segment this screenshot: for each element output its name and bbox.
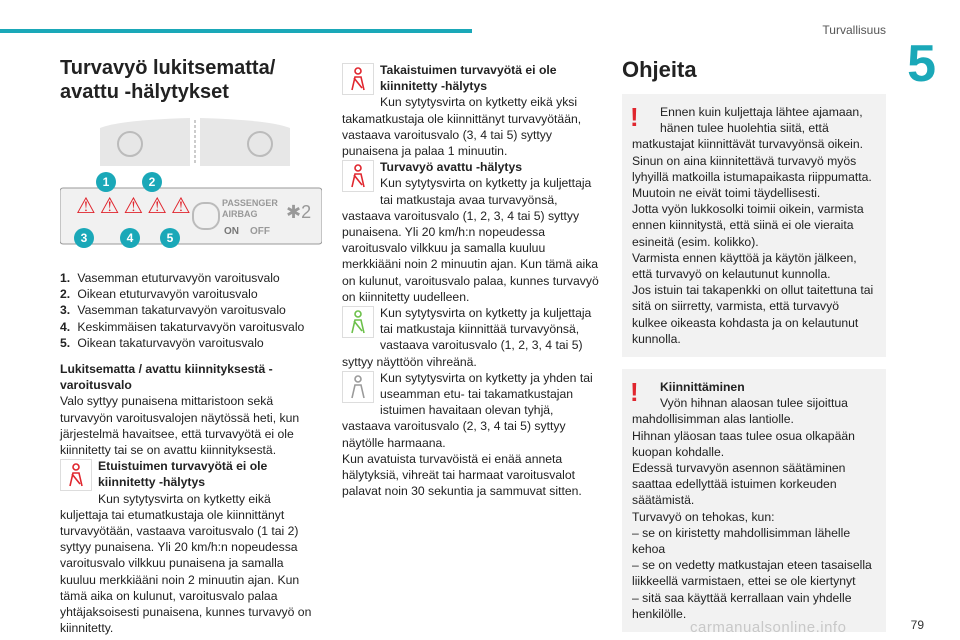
seat-count-icon: ✱2 <box>286 202 312 222</box>
legend-list <box>60 270 322 351</box>
open-alert-title: Turvavyö avattu -hälytys <box>380 160 523 175</box>
legend-item: 3. Vasemman takaturvavyön varoitusvalo <box>60 303 286 318</box>
badge-4: 4 <box>120 228 140 248</box>
front-alert-title: Etuistuimen turvavyötä ei ole kiinnitetty -hälytys <box>98 459 268 490</box>
seatbelt-icon-row <box>76 193 195 218</box>
front-alert <box>60 458 322 636</box>
page-number: 79 <box>910 618 924 632</box>
airbag-off-label: OFF <box>250 226 270 237</box>
badge-3: 3 <box>74 228 94 248</box>
subsection-title: Lukitsematta / avattu kiinnityksestä -varoitusvalo <box>60 362 273 393</box>
advice-text: Ennen kuin kuljettaja lähtee ajamaan, hänen tulee huolehtia siitä, että matkustajat kiinnittävät turvavyönsä oikein. Sinun on aina kiinnitettävä turvavyö myös lyhyillä matkoilla istumapaikasta riippumatta. Muutoin ne eivät toimi täydellisesti. Jotta vyön lukkosolki toimii oikein, varmista ennen kiinnitystä, että siinä ei ole vieraita esineitä (esim. kolikko). Varmista ennen käyttöä ja käytön jälkeen, että turvavyö on kelautunut kunnolla. Jos istuin tai takapenkki on ollut taitettuna tai sitä on siirretty, varmista, että turvavyö kulkee oikeasta kohdasta ja on kelautunut kunnolla. <box>632 105 874 346</box>
subsection <box>60 361 322 458</box>
passenger-airbag-label: PASSENGER AIRBAG <box>222 198 278 219</box>
green-state-text: Kun sytytysvirta on kytketty ja kuljettaja tai matkustaja kiinnittää turvavyönsä, vastaava varoitusvalo (1, 2, 3, 4 tai 5) syttyy näyttöön vihreänä. <box>342 306 592 369</box>
seatbelt-red-icon <box>342 63 374 95</box>
section-heading: Turvavyö lukitsematta/ avattu -hälytykset <box>60 57 276 103</box>
advice-box <box>622 94 886 357</box>
seatbelt-red-icon <box>60 459 92 491</box>
seatbelt-red-icon <box>342 160 374 192</box>
fastening-title: Kiinnittäminen <box>660 380 745 395</box>
closing-paragraph: Kun avatuista turvavöistä ei enää anneta hälytyksiä, vihreät tai harmaat varoitusvalot palavat noin 30 sekuntia ja sammuvat sitten. <box>342 451 582 499</box>
legend-item: 2. Oikean etuturvavyön varoitusvalo <box>60 287 258 302</box>
seatbelt-warning-icon: ⚠ <box>99 193 124 218</box>
green-state <box>342 305 604 370</box>
paragraph: Valo syttyy punaisena mittaristoon sekä turvavyön varoitusvalojen näytössä heti, kun järjestelmä havaitsee, että turvavyötä ei ole kiinnitetty tai se on avattu kiinnityksestä. <box>60 394 300 458</box>
fastening-text: Vyön hihnan alaosan tulee sijoittua mahdollisimman alas lantiolle. Hihnan yläosan taas tulee osua olkapään kuopan kohdalle. Edessä turvavyön asennon säätäminen saattaa edellyttää istuimen korkeuden säätämistä. Turvavyö on tehokas, kun: – se on kiristetty mahdollisimman lähelle kehoa – se on vedetty matkustajan eteen tasaisella liikkeellä varmistaen, ettei se ole kiertynyt – sitä saa käyttää kerrallaan vain yhdelle henkilölle. <box>632 396 872 621</box>
column-1 <box>60 56 322 636</box>
badge-5: 5 <box>160 228 180 248</box>
open-alert-text: Kun sytytysvirta on kytketty ja kuljettaja tai matkustaja avaa turvavyönsä, vastaava varoitusvalo (1, 2, 3, 4 tai 5) syttyy punaisena. Yli 20 km/h:n nopeudessa varoitusvalo vilkkuu ja samalla kuuluu merkkiääni noin 2 minuutin ajan. Kun tämä aika on kulunut, varoitusvalo palaa, kunnes turvavyö on kiinnitetty uudelleen. <box>342 176 599 304</box>
legend-item: 1. Vasemman etuturvavyön varoitusvalo <box>60 271 280 285</box>
badge-2: 2 <box>142 172 162 192</box>
chapter-number: 5 <box>907 35 936 93</box>
section-title: Turvallisuus <box>822 23 886 37</box>
seatbelt-warning-icon: ⚠ <box>76 193 100 218</box>
seatbelt-warning-icon: ⚠ <box>123 193 148 218</box>
legend-item: 5. Oikean takaturvavyön varoitusvalo <box>60 335 264 350</box>
column-3 <box>622 56 886 632</box>
rear-alert <box>342 62 604 159</box>
airbag-on-label: ON <box>224 226 239 237</box>
advice-heading: Ohjeita <box>622 57 697 82</box>
front-alert-text: Kun sytytysvirta on kytketty eikä kuljettaja tai etumatkustaja ole kiinnittänyt turvavyötään, vastaava varoitusvalo (1 tai 2) syttyy punaisena. Yli 20 km/h:n nopeudessa varoitusvalo vilkkuu punaisena ja samalla kuuluu merkkiääni noin 2 minuutin ajan. Kun tämä aika on kulunut, varoitusvalo palaa yhtäjaksoisesti punaisena, kunnes turvavyö on kiinnitetty. <box>60 491 312 636</box>
grey-state <box>342 370 604 451</box>
seatbelt-figure <box>60 118 322 260</box>
open-alert <box>342 159 604 305</box>
seatbelt-grey-icon <box>342 371 374 403</box>
legend-item: 4. Keskimmäisen takaturvavyön varoitusvalo <box>60 319 305 334</box>
rear-alert-text: Kun sytytysvirta on kytketty eikä yksi takamatkustaja ole kiinnittänyt turvavyötään, vastaava varoitusvalo (3, 4 tai 5) syttyy punaisena ja palaa 1 minuutin. <box>342 95 582 159</box>
warning-exclamation-icon: ! <box>630 377 639 408</box>
watermark: carmanualsonline.info <box>690 619 847 636</box>
rear-alert-title: Takaistuimen turvavyötä ei ole kiinnitetty -hälytys <box>380 63 557 94</box>
fastening-box <box>622 369 886 632</box>
badge-1: 1 <box>96 172 116 192</box>
seatbelt-warning-icon: ⚠ <box>170 193 195 218</box>
warning-exclamation-icon: ! <box>630 102 639 132</box>
seatbelt-green-icon <box>342 306 374 338</box>
header-accent-bar <box>0 29 472 33</box>
airbag-icon <box>192 202 220 230</box>
column-2 <box>342 62 604 499</box>
seatbelt-warning-icon: ⚠ <box>147 193 171 218</box>
grey-state-text: Kun sytytysvirta on kytketty ja yhden tai useamman etu- tai takamatkustajan istuimen havaitaan olevan tyhjä, vastaava varoitusvalo (2, 3, 4 tai 5) syttyy näytölle harmaana. <box>342 370 593 450</box>
